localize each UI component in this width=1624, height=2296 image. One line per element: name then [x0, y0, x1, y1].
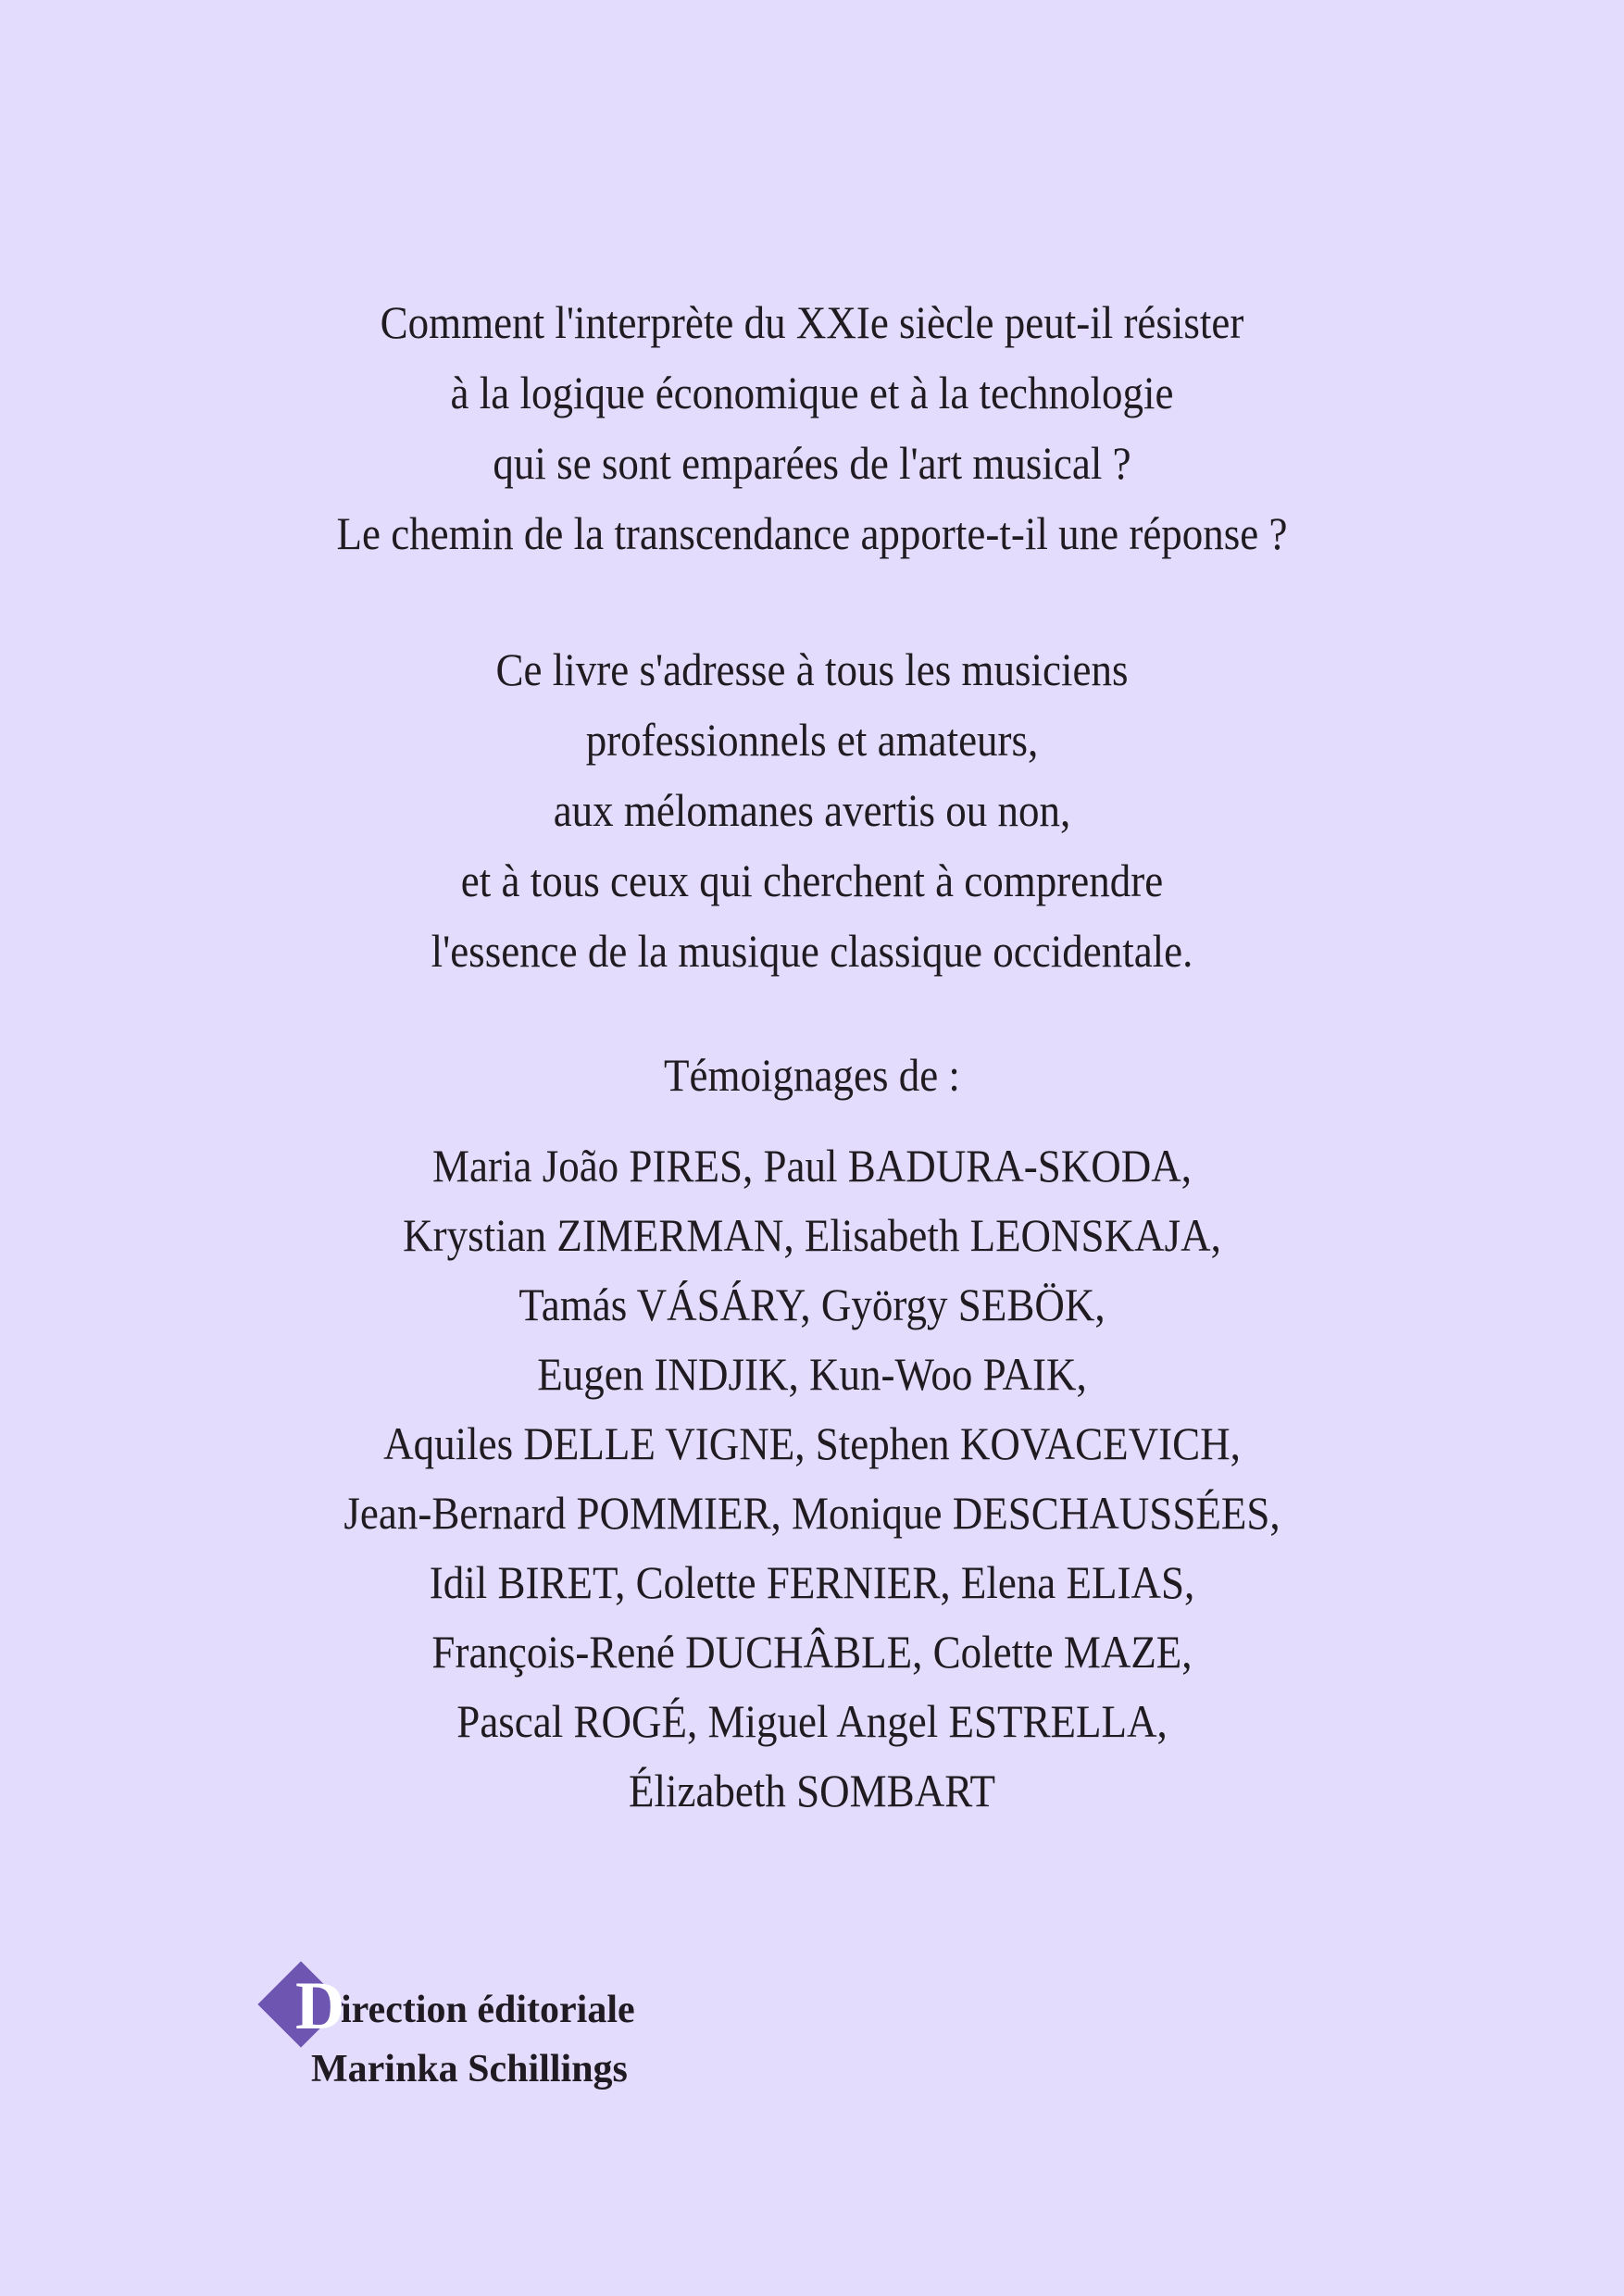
- names-line: Aquiles DELLE VIGNE, Stephen KOVACEVICH,: [383, 1417, 1241, 1469]
- intro-paragraph: [0, 287, 1624, 568]
- names-line: Tamás VÁSÁRY, György SEBÖK,: [518, 1279, 1106, 1330]
- audience-line: et à tous ceux qui cherchent à comprendre: [460, 855, 1164, 906]
- publisher-dropcap: D: [295, 1968, 345, 2044]
- audience-line: aux mélomanes avertis ou non,: [553, 784, 1071, 836]
- audience-line: Ce livre s'adresse à tous les musiciens: [495, 643, 1129, 695]
- names-line: Maria João PIRES, Paul BADURA-SKODA,: [431, 1140, 1192, 1192]
- names-line: Idil BIRET, Colette FERNIER, Elena ELIAS,: [429, 1556, 1195, 1608]
- names-line: Eugen INDJIK, Kun-Woo PAIK,: [537, 1348, 1087, 1400]
- names-line: Élizabeth SOMBART: [628, 1765, 995, 1816]
- testimonials-heading: [0, 1040, 1624, 1110]
- publisher-label: irection éditoriale: [341, 1989, 635, 2031]
- publisher-logo: [265, 1959, 709, 2107]
- testimonials-heading-text: Témoignages de :: [664, 1049, 960, 1101]
- names-line: François-René DUCHÂBLE, Colette MAZE,: [431, 1626, 1193, 1678]
- names-line: Krystian ZIMERMAN, Elisabeth LEONSKAJA,: [403, 1209, 1221, 1261]
- intro-line: qui se sont emparées de l'art musical ?: [493, 437, 1131, 489]
- audience-line: professionnels et amateurs,: [585, 714, 1039, 766]
- names-line: Jean-Bernard POMMIER, Monique DESCHAUSSÉES,: [344, 1487, 1280, 1539]
- names-line: Pascal ROGÉ, Miguel Angel ESTRELLA,: [456, 1695, 1168, 1747]
- audience-paragraph: [0, 634, 1624, 986]
- intro-line: à la logique économique et à la technologie: [450, 367, 1174, 418]
- publisher-editor-name: Marinka Schillings: [311, 2048, 628, 2090]
- testimonials-names: [0, 1131, 1624, 1826]
- intro-line: Comment l'interprète du XXIe siècle peut-il résister: [380, 296, 1244, 348]
- audience-line: l'essence de la musique classique occidentale.: [431, 925, 1193, 977]
- intro-line: Le chemin de la transcendance apporte-t-il une réponse ?: [336, 507, 1288, 559]
